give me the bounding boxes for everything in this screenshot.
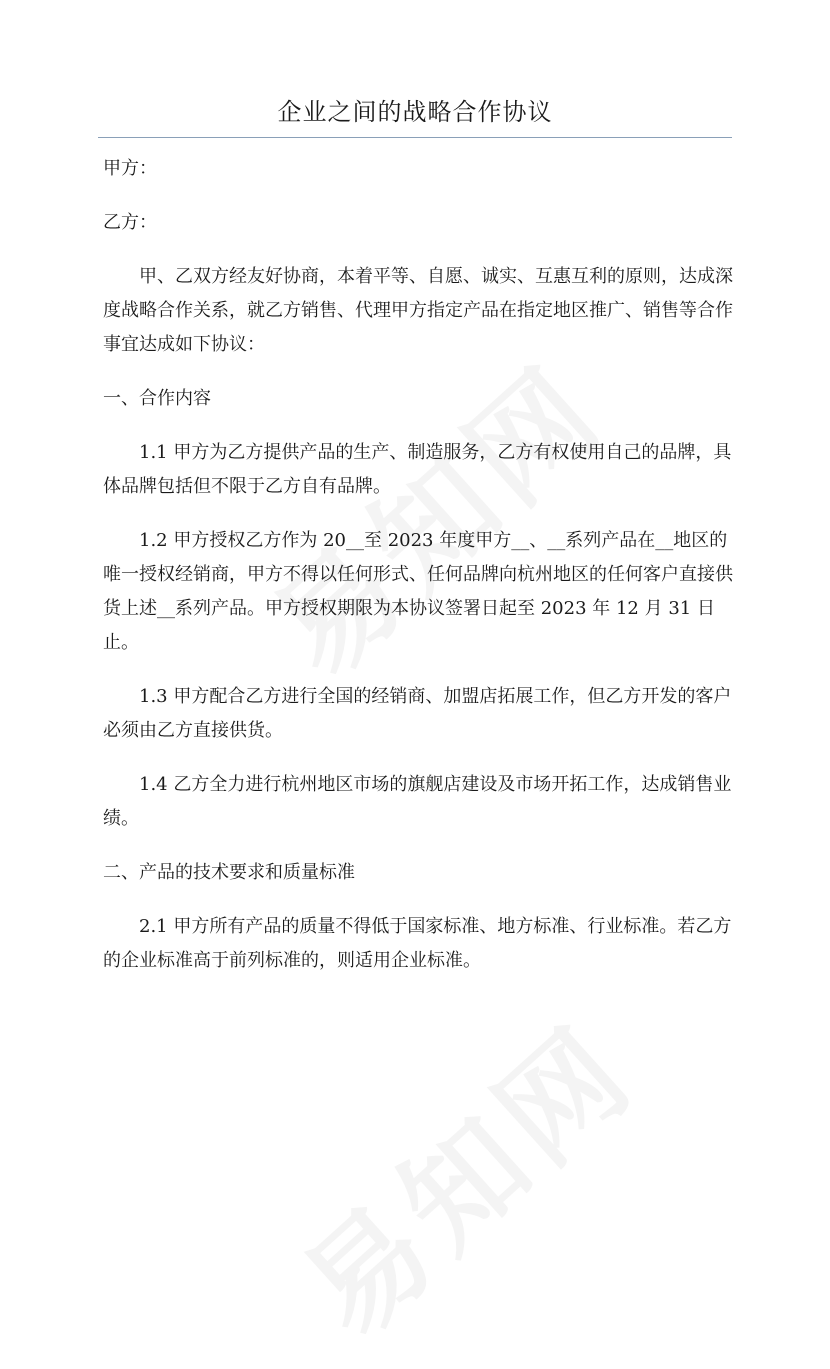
section-heading: 二、产品的技术要求和质量标准 [103,862,355,883]
preamble-paragraph: 甲、乙双方经友好协商，本着平等、自愿、诚实、互惠互利的原则，达成深度战略合作关系，就乙方销售、代理甲方指定产品在指定地区推广、销售等合作事宜达成如下协议： [103,266,733,355]
clause-paragraph: 1.1 甲方为乙方提供产品的生产、制造服务，乙方有权使用自己的品牌，具体品牌包括但不限于乙方自有品牌。 [103,442,732,497]
party-a-label: 甲方： [103,158,157,179]
clause-paragraph: 1.2 甲方授权乙方作为 20__至 2023 年度甲方__、__系列产品在__地区的唯一授权经销商，甲方不得以任何形式、任何品牌向杭州地区的任何客户直接供货上述__系列产品。甲方授权期限为本协议签署日起至 2023 年 12 月 31 日止。 [103,530,733,653]
document-body [103,152,733,998]
title-divider [98,137,732,138]
watermark [260,960,679,1360]
section-heading: 一、合作内容 [103,388,211,409]
page-title: 企业之间的战略合作协议 [277,98,553,126]
clause-paragraph: 1.4 乙方全力进行杭州地区市场的旗舰店建设及市场开拓工作，达成销售业绩。 [103,774,732,829]
clause-paragraph: 2.1 甲方所有产品的质量不得低于国家标准、地方标准、行业标准。若乙方的企业标准高于前列标准的，则适用企业标准。 [103,916,732,971]
clause-paragraph: 1.3 甲方配合乙方进行全国的经销商、加盟店拓展工作，但乙方开发的客户必须由乙方直接供货。 [103,686,732,741]
party-b-label: 乙方： [103,212,157,233]
